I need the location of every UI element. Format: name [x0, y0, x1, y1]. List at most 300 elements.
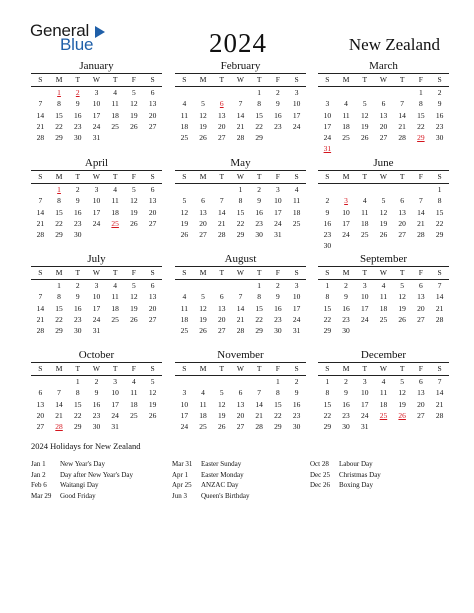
day-cell: 5: [182, 196, 187, 206]
weekday-label: T: [219, 268, 225, 277]
holiday-name: Easter Monday: [201, 470, 244, 479]
day-cell: 29: [55, 133, 63, 143]
week-row: [31, 325, 162, 336]
day-cell: 9: [75, 196, 80, 206]
weekday-header: [175, 171, 306, 183]
weekday-label: S: [38, 172, 43, 181]
holiday-item: [310, 470, 381, 481]
month-september: [318, 253, 449, 336]
day-cell: 29: [55, 230, 63, 240]
day-cell: 18: [180, 314, 189, 324]
day-cell: 30: [342, 326, 350, 336]
month-december: [318, 349, 449, 432]
day-cell: 22: [55, 218, 63, 228]
day-cell: 22: [74, 410, 82, 420]
day-cell: 21: [236, 121, 245, 131]
day-cell: 20: [148, 110, 157, 120]
day-cell: [318, 87, 337, 98]
day-cell: 8: [57, 196, 61, 206]
day-cell: 12: [130, 196, 138, 206]
day-cell: 27: [417, 410, 425, 420]
weekday-header: [318, 171, 449, 183]
weekday-label: T: [399, 172, 405, 181]
day-cell: [412, 240, 431, 251]
day-cell: 16: [342, 303, 350, 313]
day-cell: [393, 87, 412, 98]
day-cell: 13: [379, 110, 388, 120]
day-cell: 6: [219, 292, 224, 302]
day-cell: 16: [74, 110, 82, 120]
weekday-label: W: [236, 172, 244, 181]
weekday-label: T: [362, 364, 368, 373]
day-cell: 10: [361, 292, 369, 302]
weekday-label: T: [256, 75, 262, 84]
weekday-label: F: [275, 364, 280, 373]
day-cell: 17: [92, 207, 101, 217]
day-cell: [374, 184, 393, 195]
day-cell: 15: [435, 207, 444, 217]
day-cell: 7: [418, 196, 423, 206]
day-cell: [355, 325, 374, 336]
weekday-label: W: [379, 172, 387, 181]
day-cell: 17: [92, 303, 101, 313]
day-cell: 29: [236, 230, 245, 240]
day-cell: 17: [361, 399, 369, 409]
holiday-date: Dec 25: [310, 470, 331, 479]
day-cell: 7: [38, 99, 43, 109]
day-cell: 13: [199, 207, 207, 217]
day-cell: 4: [344, 99, 348, 109]
weekday-label: S: [325, 172, 330, 181]
day-cell: 22: [323, 410, 332, 420]
day-cell: 21: [398, 121, 406, 131]
holiday-date: Mar 31: [172, 460, 193, 468]
week-row: [31, 98, 162, 109]
day-cell: 31: [111, 422, 119, 432]
day-cell: 16: [274, 303, 282, 313]
holiday-item: [31, 470, 133, 481]
day-cell: 16: [255, 207, 263, 217]
weekday-label: T: [75, 172, 81, 181]
day-cell: 19: [379, 218, 388, 228]
day-cell: 28: [236, 133, 245, 143]
day-cell: 10: [274, 196, 282, 206]
day-cell: [430, 240, 449, 251]
day-cell: 20: [417, 399, 425, 409]
day-cell: 27: [417, 314, 425, 324]
day-cell: 11: [361, 207, 369, 217]
day-cell: 16: [292, 399, 301, 409]
weekday-label: T: [75, 364, 81, 373]
day-cell: 24: [342, 230, 350, 240]
day-cell: 16: [323, 218, 332, 228]
week-row: [31, 376, 162, 387]
week-row: [318, 399, 449, 410]
holiday-name: Labour Day: [339, 460, 373, 468]
day-cell: 1: [418, 88, 423, 97]
day-cell: 5: [400, 281, 405, 290]
day-cell: [287, 132, 306, 143]
day-cell: 13: [398, 207, 406, 217]
week-row: [175, 229, 306, 240]
page-header: [0, 0, 474, 56]
day-cell: 17: [111, 399, 119, 409]
month-june: [318, 157, 449, 252]
week-row: [31, 410, 162, 421]
week-row: [175, 387, 306, 398]
day-cell: 4: [381, 377, 386, 386]
day-cell: 14: [255, 399, 263, 409]
day-cell: 27: [398, 230, 406, 240]
day-cell: 24: [92, 121, 101, 131]
day-cell: 7: [257, 388, 262, 398]
weekday-label: W: [92, 268, 100, 277]
week-row: [318, 291, 449, 302]
day-cell: 19: [130, 303, 138, 313]
day-cell: 22: [255, 121, 263, 131]
day-cell: 11: [111, 196, 119, 206]
weekday-label: T: [399, 268, 405, 277]
day-cell: 21: [218, 218, 226, 228]
day-cell: 11: [292, 196, 301, 206]
day-cell: 24: [274, 218, 282, 228]
day-cell: 23: [274, 314, 282, 324]
day-cell: 18: [130, 399, 138, 409]
weekday-label: M: [342, 364, 350, 373]
day-cell: [106, 229, 125, 240]
month-name: May: [230, 157, 251, 169]
week-row: [318, 229, 449, 240]
day-cell: 11: [342, 110, 350, 120]
day-cell: 4: [182, 99, 187, 109]
day-cell: 8: [325, 292, 330, 302]
day-cell: 8: [437, 196, 442, 206]
day-cell: [355, 184, 374, 195]
weekday-label: M: [55, 172, 63, 181]
day-cell: 16: [92, 399, 101, 409]
month-name: March: [369, 60, 398, 72]
week-row: [175, 280, 306, 291]
month-name: November: [217, 349, 264, 361]
day-cell: 2: [75, 185, 80, 194]
day-cell: 21: [36, 121, 45, 131]
month-name: August: [224, 253, 257, 265]
day-cell: 2: [325, 196, 330, 206]
day-cell: 17: [274, 207, 282, 217]
weekday-label: S: [150, 364, 155, 373]
day-cell: 24: [292, 314, 301, 324]
day-cell: 11: [379, 388, 388, 398]
week-row: [31, 303, 162, 314]
day-cell: 25: [342, 133, 350, 143]
day-cell: 21: [236, 314, 245, 324]
month-january: [31, 60, 162, 143]
day-cell: 4: [294, 185, 299, 194]
day-cell: 6: [381, 99, 386, 109]
month-name: October: [78, 349, 115, 361]
day-cell: [250, 376, 269, 387]
weekday-label: T: [362, 75, 368, 84]
day-cell: 13: [417, 292, 425, 302]
day-cell: 16: [74, 207, 82, 217]
day-cell: 19: [398, 399, 406, 409]
day-cell: 22: [417, 121, 425, 131]
day-cell: [374, 143, 393, 154]
day-cell: 27: [218, 133, 226, 143]
day-cell: 3: [94, 88, 99, 97]
day-cell: [231, 87, 250, 98]
month-name: July: [87, 253, 106, 265]
day-cell: [143, 325, 162, 336]
weekday-label: M: [199, 268, 207, 277]
day-cell: 11: [111, 99, 119, 109]
day-cell: [337, 184, 356, 195]
holiday-day-cell: 3: [344, 196, 348, 206]
day-cell: 12: [180, 207, 189, 217]
weekday-label: S: [325, 75, 330, 84]
weekday-label: F: [131, 172, 136, 181]
day-cell: 21: [55, 410, 63, 420]
weekday-header: [318, 267, 449, 279]
day-cell: 19: [199, 314, 207, 324]
day-cell: 8: [238, 196, 243, 206]
week-row: [318, 207, 449, 218]
day-cell: 12: [199, 303, 207, 313]
day-cell: 22: [236, 218, 245, 228]
day-cell: 28: [398, 133, 406, 143]
week-row: [31, 184, 162, 195]
day-cell: 14: [435, 388, 444, 398]
day-cell: 1: [238, 185, 243, 194]
day-cell: 17: [342, 218, 350, 228]
day-cell: 29: [435, 230, 444, 240]
logo-general-text: General: [30, 21, 90, 40]
day-cell: 29: [55, 326, 63, 336]
day-cell: 26: [199, 326, 207, 336]
weekday-label: W: [92, 75, 100, 84]
day-cell: [374, 325, 393, 336]
day-cell: 26: [379, 230, 388, 240]
day-cell: 28: [218, 230, 226, 240]
day-cell: 14: [36, 207, 45, 217]
week-row: [175, 132, 306, 143]
weekday-label: W: [236, 364, 244, 373]
day-cell: [125, 421, 144, 432]
day-cell: [31, 280, 50, 291]
week-row: [31, 229, 162, 240]
day-cell: [412, 184, 431, 195]
day-cell: 20: [148, 303, 157, 313]
day-cell: 25: [180, 326, 189, 336]
day-cell: 10: [292, 292, 301, 302]
day-cell: [87, 229, 106, 240]
weekday-label: M: [342, 268, 350, 277]
month-name: April: [84, 157, 109, 169]
day-cell: 27: [236, 422, 245, 432]
day-cell: 11: [379, 292, 388, 302]
weekday-label: T: [112, 75, 118, 84]
week-row: [175, 291, 306, 302]
day-cell: 27: [218, 326, 226, 336]
day-cell: 16: [342, 399, 350, 409]
day-cell: 19: [148, 399, 157, 409]
day-cell: 12: [218, 399, 226, 409]
day-cell: 1: [437, 185, 442, 194]
day-cell: 21: [435, 399, 444, 409]
week-row: [31, 421, 162, 432]
day-cell: 11: [199, 399, 207, 409]
day-cell: 14: [218, 207, 226, 217]
holiday-date: Mar 29: [31, 491, 52, 500]
day-cell: [374, 240, 393, 251]
day-cell: 17: [323, 121, 332, 131]
day-cell: 4: [182, 292, 187, 302]
day-cell: 9: [75, 99, 80, 109]
holiday-name: Day after New Year's Day: [60, 470, 133, 479]
day-cell: 24: [323, 133, 332, 143]
day-cell: 15: [323, 399, 332, 409]
day-cell: 23: [92, 410, 101, 420]
day-cell: 20: [417, 303, 425, 313]
holiday-name: Easter Sunday: [201, 460, 242, 468]
day-cell: 31: [92, 133, 101, 143]
weekday-label: T: [256, 172, 262, 181]
week-row: [175, 87, 306, 98]
day-cell: 6: [150, 185, 155, 194]
day-cell: 4: [201, 388, 205, 398]
day-cell: 25: [130, 410, 138, 420]
weekday-label: T: [399, 75, 405, 84]
day-cell: 13: [218, 110, 226, 120]
day-cell: [430, 325, 449, 336]
day-cell: 19: [398, 303, 406, 313]
week-row: [175, 325, 306, 336]
week-row: [318, 410, 449, 421]
day-cell: [269, 132, 288, 143]
day-cell: 2: [94, 377, 99, 386]
day-cell: 18: [111, 110, 119, 120]
day-cell: 29: [323, 326, 332, 336]
week-row: [31, 291, 162, 302]
week-row: [175, 421, 306, 432]
weekday-label: S: [38, 75, 43, 84]
day-cell: 31: [92, 326, 101, 336]
day-cell: 10: [292, 99, 301, 109]
day-cell: [412, 143, 431, 154]
holiday-column: [172, 459, 250, 501]
day-cell: 31: [274, 230, 282, 240]
day-cell: [355, 240, 374, 251]
day-cell: 2: [437, 88, 442, 97]
month-august: [175, 253, 306, 336]
day-cell: 1: [325, 377, 330, 386]
weekday-label: F: [275, 172, 280, 181]
day-cell: 25: [361, 230, 369, 240]
day-cell: 13: [218, 303, 226, 313]
week-row: [31, 87, 162, 98]
day-cell: 3: [113, 377, 118, 386]
day-cell: 15: [55, 207, 63, 217]
month-april: [31, 157, 162, 240]
day-cell: [231, 280, 250, 291]
weekday-label: M: [55, 75, 63, 84]
day-cell: 26: [218, 422, 226, 432]
weekday-label: S: [150, 75, 155, 84]
day-cell: 16: [274, 110, 282, 120]
week-row: [175, 399, 306, 410]
holidays-title: 2024 Holidays for New Zealand: [31, 441, 141, 451]
day-cell: 9: [437, 99, 442, 109]
day-cell: 10: [361, 388, 369, 398]
day-cell: 26: [398, 314, 406, 324]
day-cell: 22: [55, 314, 63, 324]
week-row: [318, 376, 449, 387]
day-cell: 30: [274, 326, 282, 336]
weekday-label: S: [325, 268, 330, 277]
holiday-name: Queen's Birthday: [201, 491, 250, 500]
day-cell: 9: [275, 99, 280, 109]
holiday-day-cell: 26: [398, 410, 406, 420]
day-cell: 30: [255, 230, 263, 240]
day-cell: 17: [292, 110, 301, 120]
holiday-item: [31, 459, 133, 470]
weekday-label: T: [112, 364, 118, 373]
day-cell: 6: [418, 281, 423, 290]
day-cell: 8: [57, 99, 61, 109]
day-cell: [31, 376, 50, 387]
day-cell: 26: [148, 410, 157, 420]
day-cell: 20: [148, 207, 157, 217]
weekday-label: S: [182, 172, 187, 181]
day-cell: 15: [55, 110, 63, 120]
day-cell: 12: [130, 292, 138, 302]
day-cell: 18: [199, 410, 207, 420]
day-cell: 30: [74, 230, 82, 240]
weekday-header: [175, 267, 306, 279]
day-cell: 14: [417, 207, 425, 217]
day-cell: 7: [38, 196, 43, 206]
day-cell: 14: [435, 292, 444, 302]
week-row: [318, 314, 449, 325]
week-row: [175, 184, 306, 195]
week-row: [175, 376, 306, 387]
holiday-date: Jun 3: [172, 491, 187, 500]
day-cell: 23: [274, 121, 282, 131]
day-cell: 5: [381, 196, 386, 206]
day-cell: [212, 87, 231, 98]
day-cell: [125, 325, 144, 336]
day-cell: 31: [292, 326, 301, 336]
day-cell: 7: [400, 99, 405, 109]
week-row: [318, 184, 449, 195]
day-cell: [50, 376, 69, 387]
day-cell: 29: [74, 422, 82, 432]
holiday-item: [172, 480, 250, 491]
day-cell: 23: [435, 121, 444, 131]
day-cell: 4: [131, 377, 136, 386]
day-cell: 22: [55, 121, 63, 131]
weekday-header: [318, 363, 449, 375]
weekday-header: [31, 363, 162, 375]
weekday-label: T: [219, 172, 225, 181]
weekday-header: [31, 74, 162, 86]
day-cell: 20: [379, 121, 388, 131]
day-cell: 22: [435, 218, 444, 228]
day-cell: 22: [274, 410, 282, 420]
weekday-header: [175, 74, 306, 86]
day-cell: 2: [257, 185, 262, 194]
day-cell: 23: [74, 314, 82, 324]
